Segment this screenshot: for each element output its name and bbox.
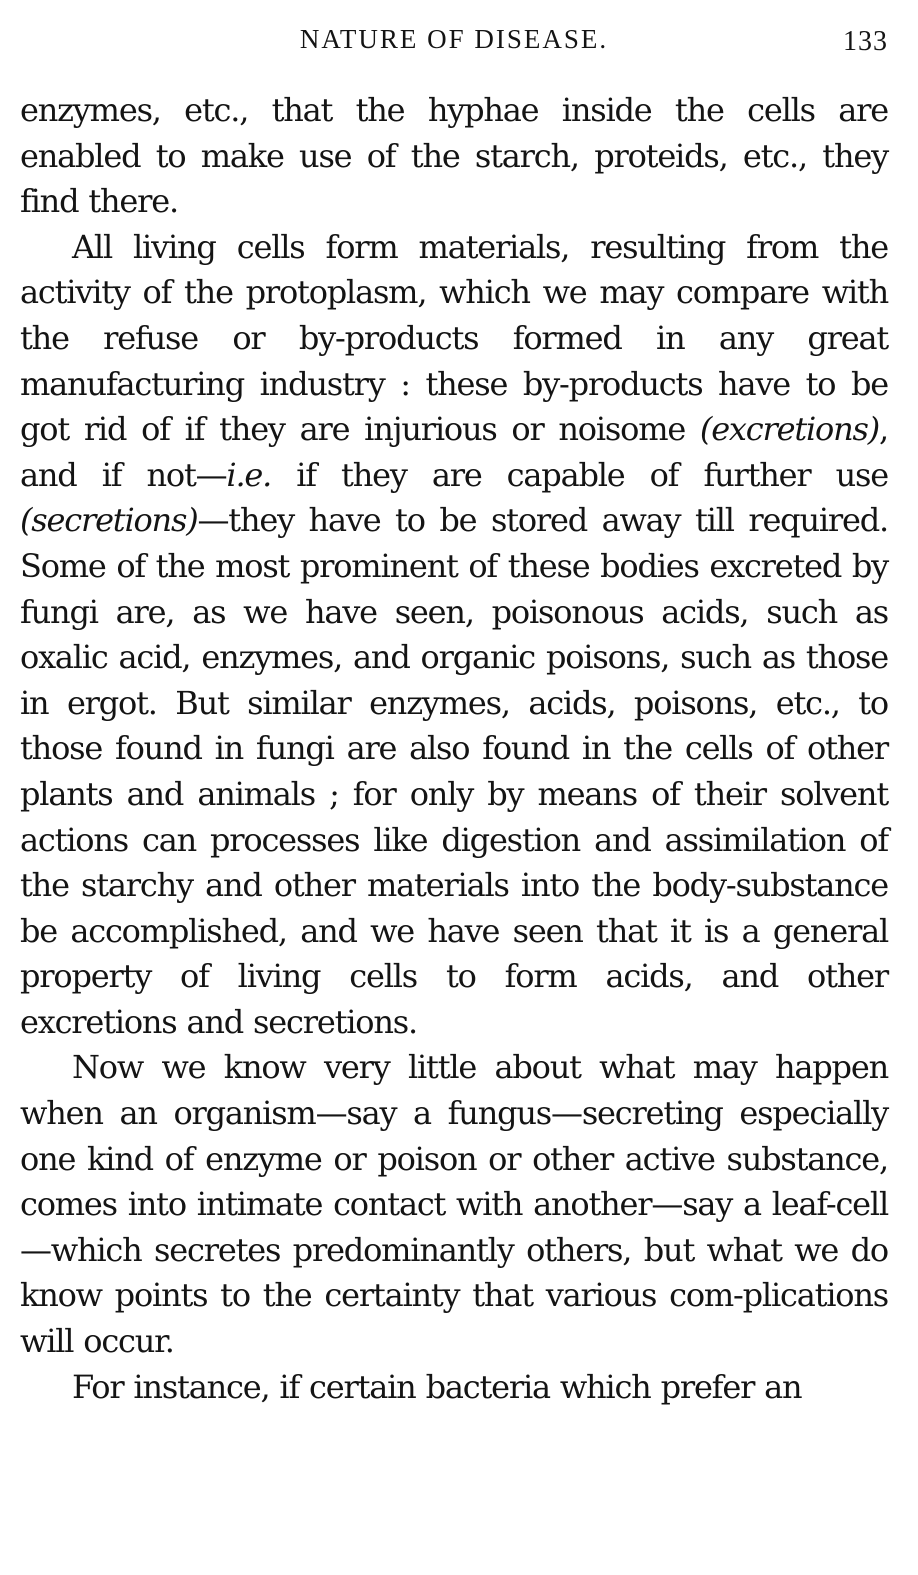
text-segment: For instance, if certain bacteria which prefer an — [72, 1367, 802, 1406]
italic-term-secretions: (secretions) — [20, 501, 198, 540]
running-head — [20, 0, 888, 57]
running-title: NATURE OF DISEASE. — [299, 24, 609, 54]
body-text — [20, 88, 888, 1410]
italic-abbreviation-ie: i.e. — [226, 455, 272, 494]
text-segment: enzymes, etc., that the hyphae inside the cells are enabled to make use of the starch, proteids, etc., they find there. — [20, 91, 888, 221]
paragraph-2 — [20, 225, 888, 1046]
paragraph-4 — [20, 1365, 888, 1411]
italic-term-excretions: (excretions) — [699, 410, 880, 449]
text-segment: All living cells form materials, resulting from the activity of the protoplasm, which we may compare with the refuse or by-products formed in any great manufacturing industry : these by-products have to be got rid of if they are injurious or noisome — [20, 227, 888, 449]
text-segment: —they have to be stored away till required. Some of the most prominent of these bodies excreted by fungi are, as we have seen, poisonous acids, such as oxalic acid, enzymes, and organic poisons, such as those in ergot. But similar enzymes, acids, poisons, etc., to those found in fungi are also found in the cells of other plants and animals ; for only by means of their solvent actions can processes like digestion and assimilation of the starchy and other materials into the body-substance be accomplished, and we have seen that it is a general property of living cells to form acids, and other excretions and secretions. — [20, 501, 888, 1041]
paragraph-1 — [20, 88, 888, 225]
text-segment: Now we know very little about what may happen when an organism—say a fungus—secreting especially one kind of enzyme or poison or other active substance, comes into intimate contact with another—say a leaf-cell—which secretes predominantly others, but what we do know points to the certainty that various com-plications will occur. — [20, 1048, 888, 1361]
page-number: 133 — [843, 26, 888, 57]
paragraph-3 — [20, 1045, 888, 1364]
text-segment: if they are capable of further use — [271, 455, 888, 494]
text-segment: , and if not— — [20, 410, 888, 494]
book-page — [20, 0, 888, 1575]
